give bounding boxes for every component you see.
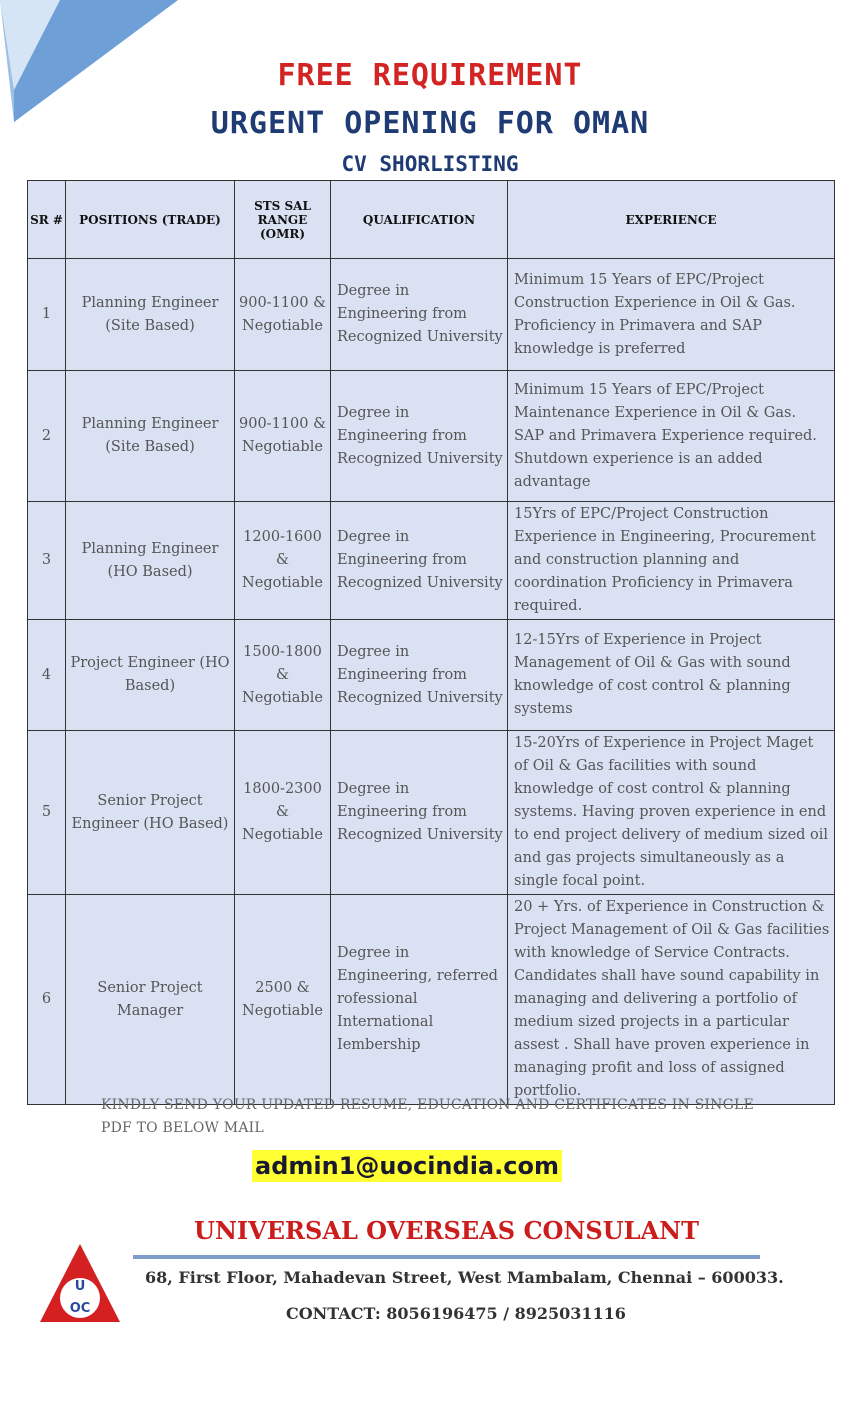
divider [133,1255,760,1259]
table-row [28,259,835,371]
row-salary: 900-1100 & Negotiable [235,259,331,371]
uoc-logo-icon [36,1240,124,1326]
row-sr: 6 [28,895,66,1105]
row-salary: 1500-1800 & Negotiable [235,620,331,731]
header-salary: STS SAL RANGE (OMR) [235,181,331,259]
row-position: Senior Project Manager [66,895,235,1105]
row-sr: 3 [28,502,66,620]
row-position: Planning Engineer (HO Based) [66,502,235,620]
row-qualification: Degree in Engineering from Recognized University [331,371,508,502]
row-experience: 15-20Yrs of Experience in Project Maget of Oil & Gas facilities with sound knowledge of cost control & planning systems. Having proven experience in end to end project delivery of medium sized oil and gas projects simultaneously as a single focal point. [508,731,835,895]
row-experience: 12-15Yrs of Experience in Project Management of Oil & Gas with sound knowledge of cost control & planning systems [508,620,835,731]
row-experience: Minimum 15 Years of EPC/Project Maintenance Experience in Oil & Gas. SAP and Primavera Experience required. Shutdown experience is an added advantage [508,371,835,502]
application-instruction: KINDLY SEND YOUR UPDATED RESUME, EDUCATION AND CERTIFICATES IN SINGLE PDF TO BELOW MAIL [101,1097,754,1136]
company-name: UNIVERSAL OVERSEAS CONSULANT [194,1216,699,1245]
svg-text:OC: OC [69,1301,91,1316]
row-salary: 2500 & Negotiable [235,895,331,1105]
table-row [28,731,835,895]
row-salary: 900-1100 & Negotiable [235,371,331,502]
row-salary: 1200-1600 & Negotiable [235,502,331,620]
table-row [28,895,835,1105]
row-qualification: Degree in Engineering from Recognized University [331,731,508,895]
row-experience: Minimum 15 Years of EPC/Project Construction Experience in Oil & Gas. Proficiency in Primavera and SAP knowledge is preferred [508,259,835,371]
row-sr: 5 [28,731,66,895]
company-address: 68, First Floor, Mahadevan Street, West Mambalam, Chennai – 600033. [145,1268,784,1287]
row-position: Planning Engineer (Site Based) [66,259,235,371]
table-header-row [28,181,835,259]
header-sr: SR # [28,181,66,259]
headline-free-requirement: FREE REQUIREMENT [277,58,583,93]
header-position: POSITIONS (TRADE) [66,181,235,259]
svg-text:U: U [74,1279,86,1294]
row-position: Planning Engineer (Site Based) [66,371,235,502]
row-sr: 4 [28,620,66,731]
positions-table [27,180,835,1105]
table-row [28,620,835,731]
headline-cv-shortlisting: CV SHORLISTING [341,152,519,176]
table-row [28,502,835,620]
row-experience: 15Yrs of EPC/Project Construction Experience in Engineering, Procurement and construction planning and coordination Proficiency in Primavera required. [508,502,835,620]
contact-email[interactable]: admin1@uocindia.com [252,1150,562,1182]
row-salary: 1800-2300 & Negotiable [235,731,331,895]
table-row [28,371,835,502]
row-qualification: Degree in Engineering from Recognized University [331,620,508,731]
row-position: Project Engineer (HO Based) [66,620,235,731]
row-qualification: Degree in Engineering, referred rofessional International Iembership [331,895,508,1105]
row-qualification: Degree in Engineering from Recognized University [331,259,508,371]
contact-numbers: CONTACT: 8056196475 / 8925031116 [286,1304,626,1323]
row-sr: 2 [28,371,66,502]
row-qualification: Degree in Engineering from Recognized University [331,502,508,620]
header-qualification: QUALIFICATION [331,181,508,259]
row-position: Senior Project Engineer (HO Based) [66,731,235,895]
headline-urgent-opening: URGENT OPENING FOR OMAN [210,106,650,141]
row-experience: 20 + Yrs. of Experience in Construction & Project Management of Oil & Gas facilities with knowledge of Service Contracts. Candidates shall have sound capability in managing and delivering a portfolio of medium sized projects in a particular assest . Shall have proven experience in managing profit and loss of assigned portfolio. [508,895,835,1105]
row-sr: 1 [28,259,66,371]
header-experience: EXPERIENCE [508,181,835,259]
